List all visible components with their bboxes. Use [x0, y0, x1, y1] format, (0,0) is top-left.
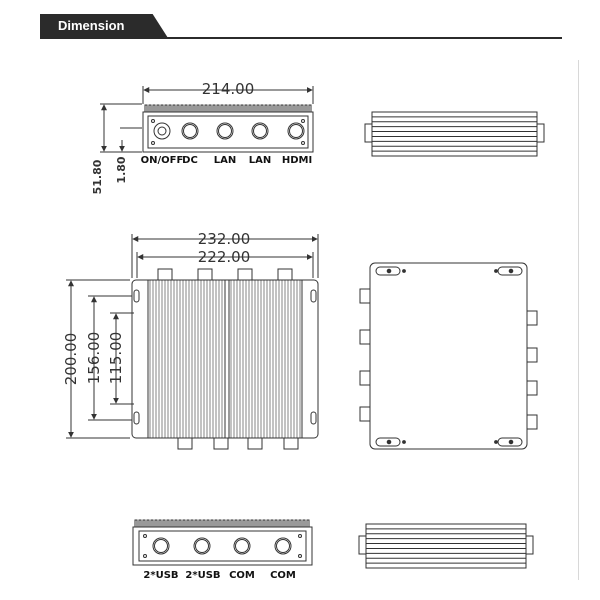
- side-body-bottom: [366, 524, 526, 568]
- fin: [135, 520, 137, 527]
- side-view-bottom: [359, 524, 533, 568]
- front-offset-dimension: 1.80: [115, 156, 128, 184]
- fin: [255, 520, 257, 527]
- side-connector-right: [526, 536, 533, 554]
- port-com-2: [275, 538, 291, 554]
- port-label: LAN: [213, 155, 237, 166]
- fin: [303, 520, 305, 527]
- page-title: Dimension: [58, 18, 125, 33]
- fin: [221, 105, 223, 112]
- fin: [207, 520, 209, 527]
- fin: [187, 520, 189, 527]
- fin: [231, 520, 233, 527]
- front-height-dimension: 51.80: [91, 159, 104, 195]
- side-view-top: [365, 112, 544, 156]
- front-screw: [152, 120, 155, 123]
- side-connector-right: [537, 124, 544, 142]
- port-label: COM: [229, 570, 255, 581]
- rear-heatsink-fins: [135, 520, 309, 527]
- port-label: LAN: [248, 155, 272, 166]
- fin: [227, 520, 229, 527]
- port-label: 2*USB: [143, 570, 179, 581]
- fin: [151, 520, 153, 527]
- fin: [257, 105, 259, 112]
- fin: [177, 105, 179, 112]
- fin: [183, 520, 185, 527]
- fin: [191, 520, 193, 527]
- port-label: COM: [270, 570, 296, 581]
- fin: [179, 520, 181, 527]
- port-lan-2: [252, 123, 268, 139]
- port-dc-jack: [182, 123, 198, 139]
- fin: [185, 105, 187, 112]
- inner-span-dimension: 115.00: [107, 331, 125, 385]
- fin: [275, 520, 277, 527]
- port-label: HDMI: [281, 155, 313, 166]
- side-connector-left: [359, 536, 366, 554]
- outer-width-dimension: 232.00: [197, 230, 251, 248]
- fin: [201, 105, 203, 112]
- fin: [219, 520, 221, 527]
- fin: [181, 105, 183, 112]
- side-fin-lines-bottom: [366, 529, 526, 563]
- front-body: [143, 112, 313, 152]
- fin: [203, 520, 205, 527]
- fin: [281, 105, 283, 112]
- fin: [161, 105, 163, 112]
- front-screw: [302, 142, 305, 145]
- fin: [267, 520, 269, 527]
- front-heatsink-fins: [145, 105, 311, 112]
- fin: [211, 520, 213, 527]
- fin: [261, 105, 263, 112]
- top-connectors-front: [158, 269, 292, 280]
- fin: [237, 105, 239, 112]
- rear-view: [133, 520, 312, 581]
- fin: [293, 105, 295, 112]
- fin: [285, 105, 287, 112]
- fin: [245, 105, 247, 112]
- depth-dimension: 200.00: [62, 332, 80, 386]
- fin: [167, 520, 169, 527]
- fin: [271, 520, 273, 527]
- fin: [193, 105, 195, 112]
- fin: [277, 105, 279, 112]
- fin: [259, 520, 261, 527]
- front-panel: [148, 116, 308, 148]
- plate-mounting-holes: [376, 267, 522, 446]
- inner-width-dimension: 222.00: [197, 248, 251, 266]
- fin: [295, 520, 297, 527]
- fin: [273, 105, 275, 112]
- fin: [249, 105, 251, 112]
- top-view: [62, 230, 318, 449]
- fin: [291, 520, 293, 527]
- fin: [225, 105, 227, 112]
- port-hdmi: [288, 123, 304, 139]
- port-com-1: [234, 538, 250, 554]
- fin: [155, 520, 157, 527]
- fin: [199, 520, 201, 527]
- fin: [251, 520, 253, 527]
- fin: [305, 105, 307, 112]
- front-width-dimension: 214.00: [201, 80, 255, 98]
- port-lan-1: [217, 123, 233, 139]
- fin: [159, 520, 161, 527]
- bottom-plate-view: [360, 263, 537, 449]
- plate-right-connectors: [527, 311, 537, 429]
- top-connectors-rear: [178, 438, 298, 449]
- fin: [145, 105, 147, 112]
- side-fin-lines: [372, 117, 537, 151]
- fin: [235, 520, 237, 527]
- fin: [205, 105, 207, 112]
- port-label: 2*USB: [185, 570, 221, 581]
- fin: [263, 520, 265, 527]
- fin: [195, 520, 197, 527]
- fin: [269, 105, 271, 112]
- fin: [139, 520, 141, 527]
- fin: [287, 520, 289, 527]
- fin: [279, 520, 281, 527]
- port-label: ON/OFF: [140, 155, 184, 166]
- fin: [243, 520, 245, 527]
- fin: [283, 520, 285, 527]
- fin: [165, 105, 167, 112]
- fin: [253, 105, 255, 112]
- front-screw: [302, 120, 305, 123]
- fin: [189, 105, 191, 112]
- fin: [233, 105, 235, 112]
- fin: [213, 105, 215, 112]
- port-usb-2: [194, 538, 210, 554]
- front-screw: [152, 142, 155, 145]
- fin: [169, 105, 171, 112]
- fin: [171, 520, 173, 527]
- fin: [299, 520, 301, 527]
- fin: [223, 520, 225, 527]
- fin: [297, 105, 299, 112]
- front-view: [91, 80, 313, 194]
- fin: [217, 105, 219, 112]
- side-body: [372, 112, 537, 156]
- fin: [265, 105, 267, 112]
- fin: [301, 105, 303, 112]
- fin: [309, 105, 311, 112]
- fin: [241, 105, 243, 112]
- fin: [209, 105, 211, 112]
- fin: [197, 105, 199, 112]
- port-usb-1: [153, 538, 169, 554]
- rear-panel: [139, 531, 306, 561]
- fin: [173, 105, 175, 112]
- bottom-plate: [370, 263, 527, 449]
- rear-body: [133, 527, 312, 565]
- side-connector-left: [365, 124, 372, 142]
- fin: [307, 520, 309, 527]
- fin: [289, 105, 291, 112]
- fin: [143, 520, 145, 527]
- fin: [153, 105, 155, 112]
- hole-span-dimension: 156.00: [85, 331, 103, 385]
- port-label: DC: [182, 155, 198, 166]
- fin: [239, 520, 241, 527]
- fin: [229, 105, 231, 112]
- fin: [247, 520, 249, 527]
- fin: [215, 520, 217, 527]
- port-power-button: [154, 123, 170, 139]
- fin: [163, 520, 165, 527]
- fin: [157, 105, 159, 112]
- fin: [147, 520, 149, 527]
- fin: [175, 520, 177, 527]
- plate-left-connectors: [360, 289, 370, 421]
- fin: [149, 105, 151, 112]
